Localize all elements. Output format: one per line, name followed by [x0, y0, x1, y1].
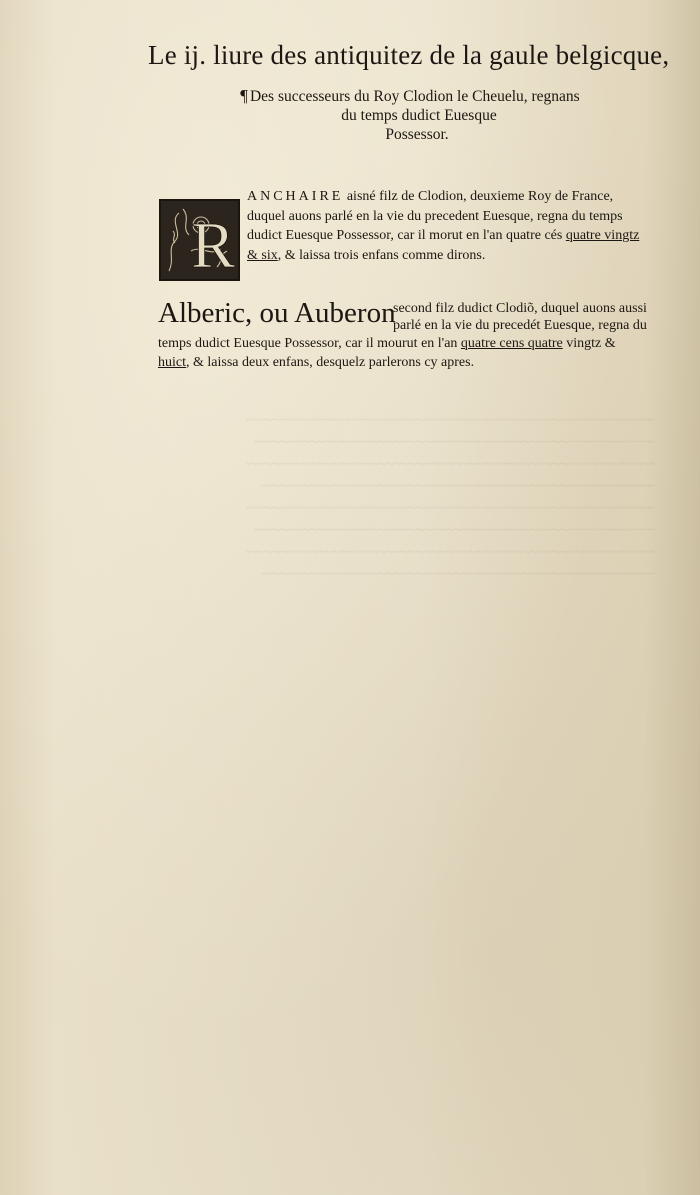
para2-side-line-2: parlé en la vie du precedét Euesque, regna du [393, 318, 647, 333]
pilcrow-icon: ¶ [240, 86, 248, 105]
para2-side-line-1: second filz dudict Clodiõ, duquel auons aussi [393, 301, 647, 316]
paragraph-alberic-body [158, 334, 673, 372]
paragraph-alberic-heading: Alberic, ou Auberon [158, 297, 396, 329]
subtitle-line-3: Possessor. [385, 126, 449, 143]
subtitle-line-2: du temps dudict Euesque [341, 107, 497, 124]
show-through-texture: ~~~~~~~~~~~~~~~~~~~~~~~~~~~~~~~~~~~~~~~~~~~~~~~~~~~~~~ ~~~~~~~~~~~~~~~~~~~~~~~~~~~~~~~~~~~~~~~~~~~~~~~~~~~~~ ~~~~~~~~~~~~~~~~~~~~~~~~~~~~~~~~~~~~~~~~~~~~~~~~~~~~~~ ~~~~~~~~~~~~~~~~~~~~~~~~~~~~~~~~~~~~~~~~~~~~~~~~~~~~ ~~~~~~~~~~~~~~~~~~~~~~~~~~~~~~~~~~~~~~~~~~~~~~~~~~~~~~ ~~~~~~~~~~~~~~~~~~~~~~~~~~~~~~~~~~~~~~~~~~~~~~~~~~~~~ ~~~~~~~~~~~~~~~~~~~~~~~~~~~~~~~~~~~~~~~~~~~~~~~~~~~~~~ ~~~~~~~~~~~~~~~~~~~~~~~~~~~~~~~~~~~~~~~~~~~~~~~~~~~~ [245, 413, 655, 582]
ornamental-dropcap [159, 199, 240, 281]
subtitle-line-1: ¶ Des successeurs du Roy Clodion le Cheuelu, regnans [240, 86, 580, 105]
running-head: Le ij. liure des antiquitez de la gaule belgicque, [148, 40, 670, 70]
para1-line-4: & six, & laissa trois enfans comme dirons. [247, 247, 486, 263]
paragraph-alberic-side [393, 300, 673, 334]
para2-line-1: temps dudict Euesque Possessor, car il mourut en l'an quatre cens quatre vingtz & [158, 336, 616, 351]
para1-line-2: duquel auons parlé en la vie du precedent Euesque, regna du temps [247, 208, 623, 224]
dropcap-letter: R [191, 209, 236, 279]
para1-line-1: ANCHAIRE aisné filz de Clodion, deuxieme Roy de France, [247, 189, 614, 204]
para2-line-2: huict, & laissa deux enfans, desquelz parlerons cy apres. [158, 355, 475, 370]
chapter-subtitle [150, 86, 670, 144]
para1-line-3: dudict Euesque Possessor, car il morut en l'an quatre cés quatre vingtz [247, 228, 640, 243]
paragraph-ranchaire [247, 187, 672, 265]
